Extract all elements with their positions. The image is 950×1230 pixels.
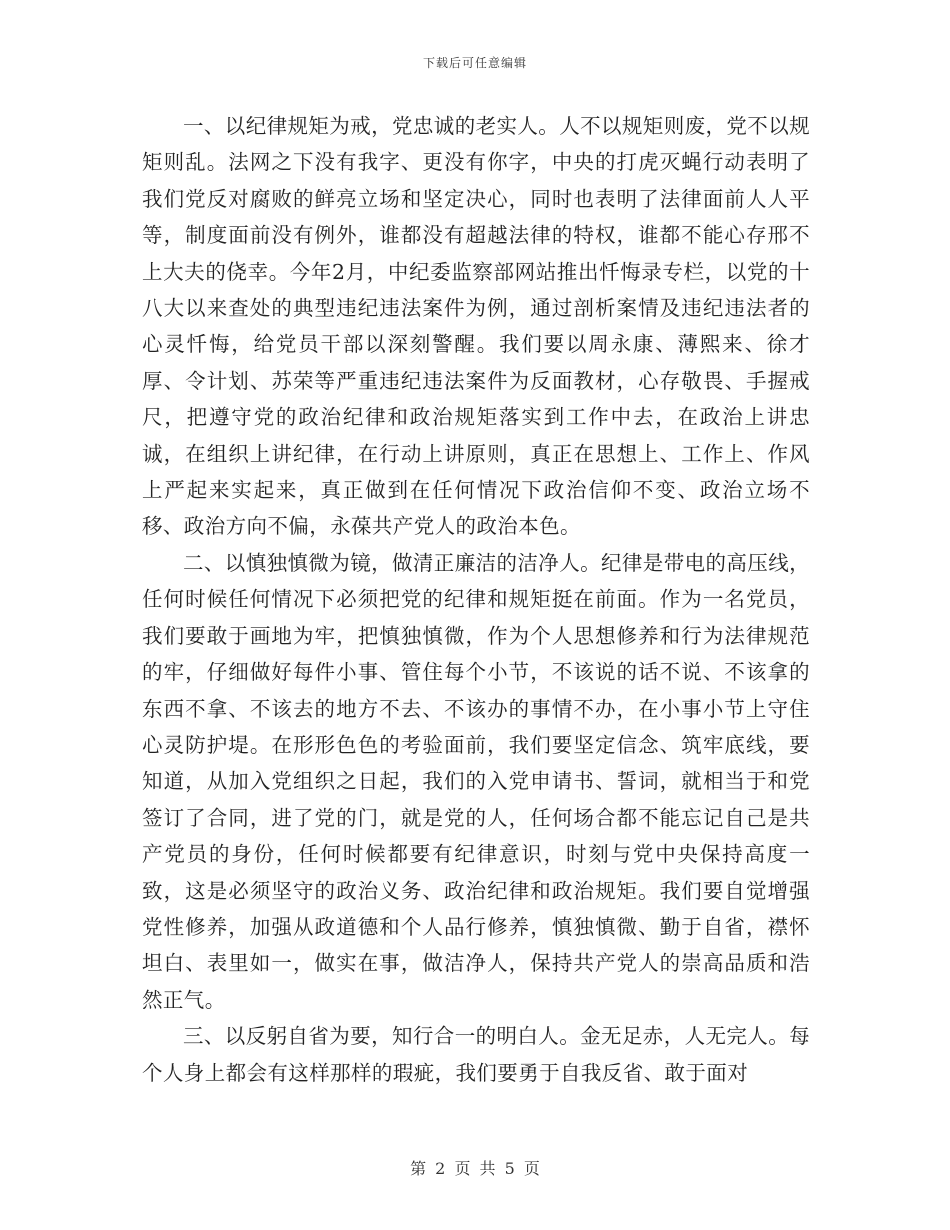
paragraph-1: 一、以纪律规矩为戒，党忠诚的老实人。人不以规矩则废，党不以规矩则乱。法网之下没有我字、更没有你字，中央的打虎灭蝇行动表明了我们党反对腐败的鲜亮立场和坚定决心，同时也表明了法律面前人人平等，制度面前没有例外，谁都没有超越法律的特权，谁都不能心存邢不上大夫的侥幸。今年2月，中纪委监察部网站推出忏悔录专栏，以党的十八大以来查处的典型违纪违法案件为例，通过剖析案情及违纪违法者的心灵忏悔，给党员干部以深刻警醒。我们要以周永康、薄熙来、徐才厚、令计划、苏荣等严重违纪违法案件为反面教材，心存敬畏、手握戒尺，把遵守党的政治纪律和政治规矩落实到工作中去，在政治上讲忠诚，在组织上讲纪律，在行动上讲原则，真正在思想上、工作上、作风上严起来实起来，真正做到在任何情况下政治信仰不变、政治立场不移、政治方向不偏，永葆共产党人的政治本色。 <box>142 114 810 539</box>
page-number: 第 2 页 共 5 页 <box>410 1159 540 1178</box>
paragraph-2: 二、以慎独慎微为镜，做清正廉洁的洁净人。纪律是带电的高压线，任何时候任何情况下必须把党的纪律和规矩挺在前面。作为一名党员，我们要敢于画地为牢，把慎独慎微，作为个人思想修养和行为法律规范的牢，仔细做好每件小事、管住每个小节，不该说的话不说、不该拿的东西不拿、不该去的地方不去、不该办的事情不办，在小事小节上守住心灵防护堤。在形形色色的考验面前，我们要坚定信念、筑牢底线，要知道，从加入党组织之日起，我们的入党申请书、誓词，就相当于和党签订了合同，进了党的门，就是党的人，任何场合都不能忘记自己是共产党员的身份，任何时候都要有纪律意识，时刻与党中央保持高度一致，这是必须坚守的政治义务、政治纪律和政治规矩。我们要自觉增强党性修养，加强从政道德和个人品行修养，慎独慎微、勤于自省，襟怀坦白、表里如一，做实在事，做洁净人，保持共产党人的崇高品质和浩然正气。 <box>142 550 810 1012</box>
paragraph-3: 三、以反躬自省为要，知行合一的明白人。金无足赤，人无完人。每个人身上都会有这样那样的瑕疵，我们要勇于自我反省、敢于面对 <box>142 1024 810 1085</box>
document-body <box>142 108 810 1091</box>
page-header: 下载后可任意编辑 <box>422 56 527 70</box>
